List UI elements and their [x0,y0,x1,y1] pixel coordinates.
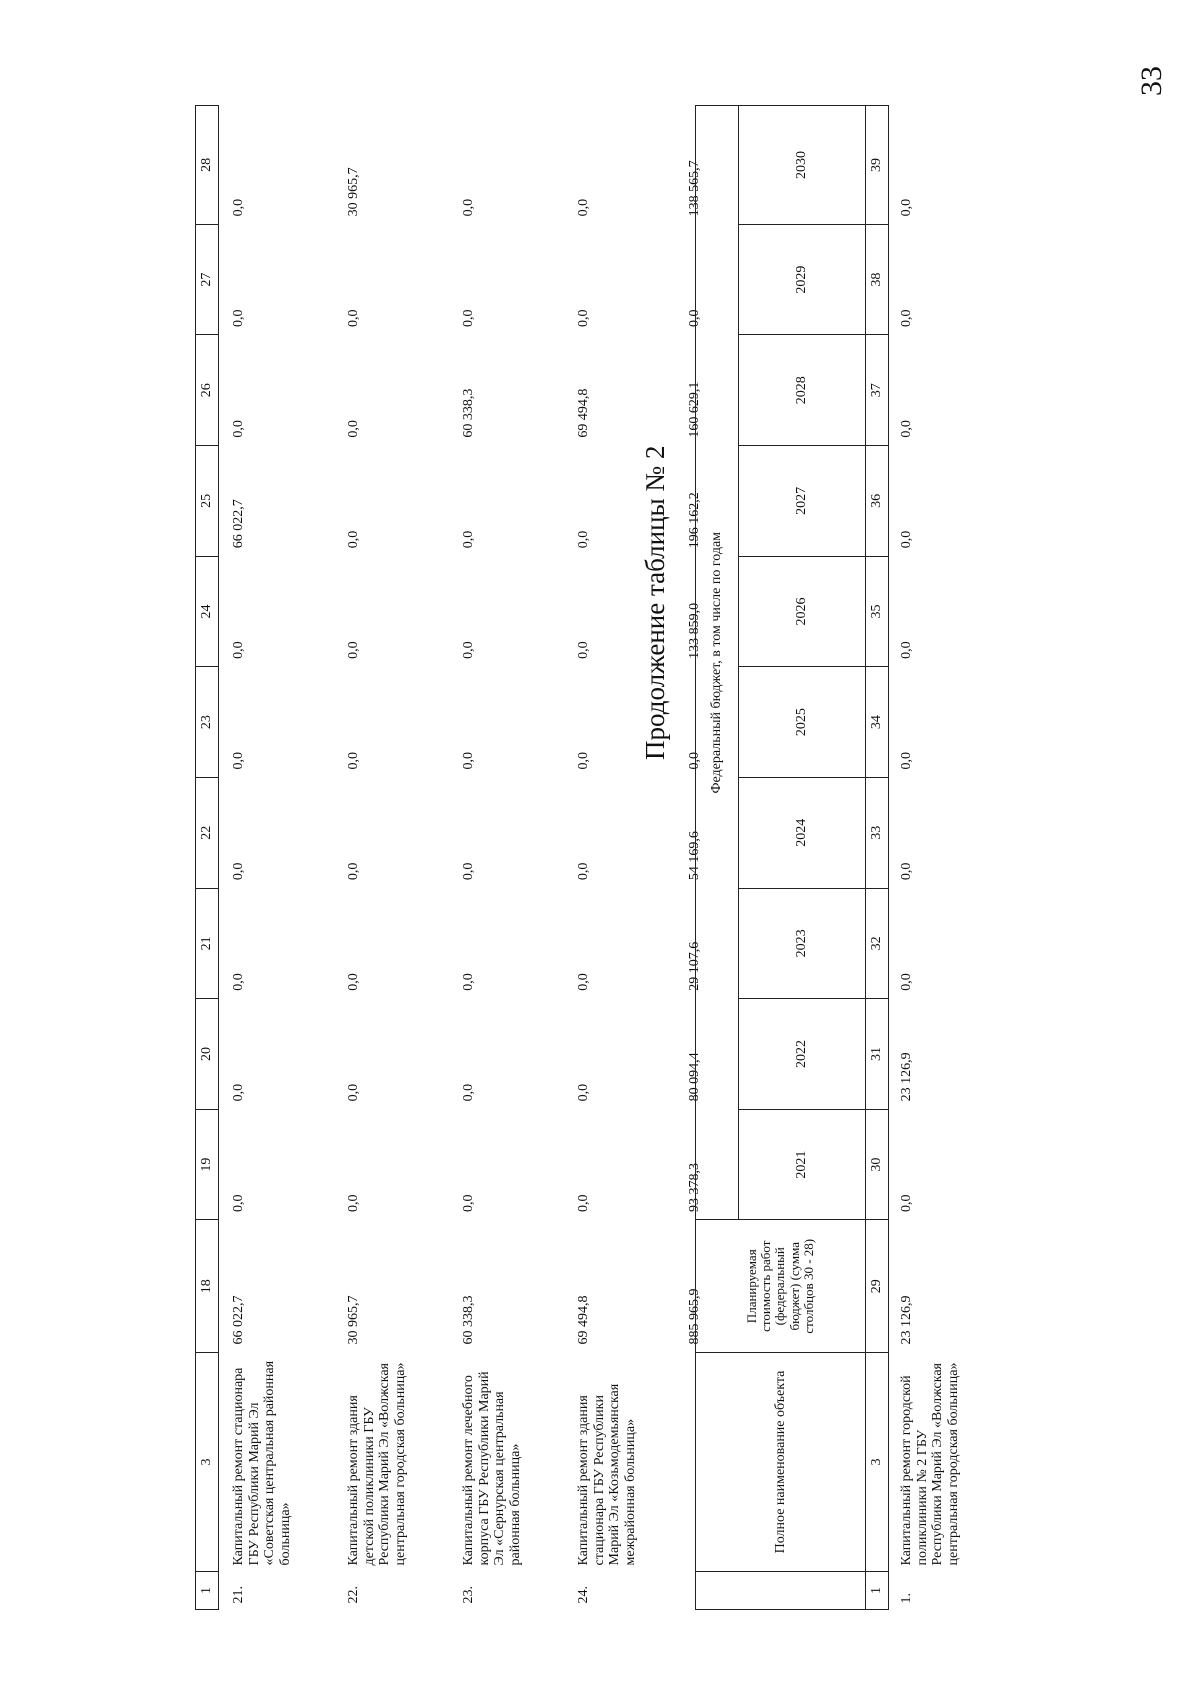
total-value: 160 629,1 [687,381,702,438]
cell-value: 0,0 [346,420,361,438]
total-value: 138 565,7 [687,160,702,217]
total-value: 80 094,4 [687,1052,702,1102]
cell-value: 0,0 [231,751,246,770]
cell-value: 0,0 [899,530,914,549]
cell-value: 0,0 [576,530,591,549]
row-index: 24. [576,1586,591,1604]
header-object-name: Полное наименование объекта [696,1353,866,1572]
cell-value: 0,0 [231,309,246,327]
column-number: 29 [866,1220,889,1353]
cell-value: 0,0 [346,1194,361,1212]
column-number: 1 [196,1571,219,1609]
column-number: 18 [196,1220,219,1353]
cell-value: 0,0 [899,641,914,659]
row-index: 23. [461,1586,476,1604]
budget-table-part2 [695,105,1012,1610]
column-number: 25 [196,446,219,557]
column-number: 38 [866,224,889,335]
cell-value: 60 338,3 [461,388,476,438]
cell-value: 0,0 [461,641,476,659]
column-number: 34 [866,667,889,778]
cell-value: 60 338,3 [461,1295,476,1345]
total-value: 885 965,9 [687,1288,702,1345]
total-value: 196 162,2 [687,492,702,549]
cell-value: 30 965,7 [346,1295,361,1345]
cell-value: 69 494,8 [576,1295,591,1345]
object-name: Капитальный ремонт стационара ГБУ Республики Марий Эл «Советская центральная районная больница» [231,1360,294,1566]
total-value: 133 859,0 [687,602,702,659]
header-year: 2025 [739,667,866,778]
cell-value: 0,0 [899,751,914,770]
cell-value: 0,0 [231,862,246,881]
header-year: 2023 [739,888,866,999]
column-number: 1 [866,1571,889,1609]
column-number: 33 [866,777,889,888]
cell-value: 0,0 [899,973,914,991]
column-number: 32 [866,888,889,999]
object-name: Капитальный ремонт лечебного корпуса ГБУ Республики Марий Эл «Сернурская центральная районная больница» [461,1371,524,1566]
cell-value: 0,0 [576,862,591,881]
cell-value: 0,0 [231,1083,246,1102]
cell-value: 0,0 [899,862,914,881]
column-number: 35 [866,556,889,667]
column-number: 3 [196,1353,219,1572]
header-year: 2028 [739,335,866,446]
header-year: 2029 [739,224,866,335]
cell-value: 0,0 [231,420,246,438]
column-number: 28 [196,106,219,225]
total-value: 54 169,6 [687,831,702,881]
cell-value: 0,0 [576,1083,591,1102]
header-year: 2027 [739,446,866,557]
cell-value: 0,0 [899,309,914,327]
column-number: 20 [196,999,219,1110]
cell-value: 0,0 [461,1194,476,1212]
page-number: 33 [1135,66,1168,96]
cell-value: 0,0 [231,1194,246,1212]
cell-value: 0,0 [461,973,476,991]
cell-value: 0,0 [461,309,476,327]
cell-value: 0,0 [899,1194,914,1212]
header-year: 2030 [739,106,866,225]
object-name: Капитальный ремонт городской поликлиники № 2 ГБУ Республики Марий Эл «Волжская центральная городская больница» [899,1362,962,1566]
column-number: 19 [196,1109,219,1220]
cell-value: 0,0 [461,1083,476,1102]
cell-value: 0,0 [346,530,361,549]
total-value: 0,0 [687,309,702,327]
cell-value: 66 022,7 [231,499,246,549]
cell-value: 0,0 [899,420,914,438]
cell-value: 0,0 [576,1194,591,1212]
column-number: 3 [866,1353,889,1572]
object-name: Капитальный ремонт здания детской поликлиники ГБУ Республики Марий Эл «Волжская центральная городская больница» [346,1362,409,1566]
total-value: 93 378,3 [687,1162,702,1212]
header-year: 2026 [739,556,866,667]
column-number: 23 [196,667,219,778]
cell-value: 23 126,9 [899,1295,914,1345]
column-number: 39 [866,106,889,225]
column-number: 27 [196,224,219,335]
cell-value: 0,0 [576,751,591,770]
row-index: 22. [346,1586,361,1604]
cell-value: 30 965,7 [346,167,361,217]
header-year: 2022 [739,999,866,1110]
table-row [564,106,679,1610]
header-row [696,106,739,1610]
column-number: 24 [196,556,219,667]
header-federal-budget: Федеральный бюджет, в том числе по годам [696,106,739,1220]
column-number: 31 [866,999,889,1110]
column-number: 37 [866,335,889,446]
row-index: 1. [899,1593,914,1604]
cell-value: 69 494,8 [576,388,591,438]
row-index: 21. [231,1586,246,1604]
cell-value: 0,0 [576,309,591,327]
cell-value: 0,0 [231,641,246,659]
budget-table-part1 [195,105,720,1610]
rotated-content [195,105,995,1610]
cell-value: 0,0 [461,862,476,881]
cell-value: 0,0 [346,309,361,327]
cell-value: 66 022,7 [231,1295,246,1345]
cell-value: 0,0 [461,530,476,549]
object-name: Капитальный ремонт здания стационара ГБУ Республики Марий Эл «Козьмодемьянская межрайонная больница» [576,1383,639,1566]
column-number: 22 [196,777,219,888]
header-planned-cost: Планируемая стоимость работ (федеральный бюджет) (сумма столбцов 30 - 28) [696,1220,866,1353]
column-number: 36 [866,446,889,557]
column-number: 26 [196,335,219,446]
column-number: 21 [196,888,219,999]
table-row [449,106,564,1610]
cell-value: 0,0 [461,198,476,217]
cell-value: 0,0 [346,1083,361,1102]
cell-value: 0,0 [346,641,361,659]
cell-value: 0,0 [576,641,591,659]
cell-value: 0,0 [576,973,591,991]
header-year: 2024 [739,777,866,888]
cell-value: 0,0 [346,751,361,770]
cell-value: 23 126,9 [899,1052,914,1102]
header-year: 2021 [739,1109,866,1220]
column-number: 30 [866,1109,889,1220]
table-row [219,106,335,1610]
table-continuation-heading: Продолжение таблицы № 2 [640,445,670,760]
cell-value: 0,0 [346,862,361,881]
column-number-row [866,106,889,1610]
cell-value: 0,0 [346,973,361,991]
cell-value: 0,0 [231,198,246,217]
cell-value: 0,0 [231,973,246,991]
total-value: 29 107,6 [687,941,702,991]
column-number-row [196,106,219,1610]
table-row [889,106,1013,1610]
cell-value: 0,0 [899,198,914,217]
cell-value: 0,0 [576,198,591,217]
total-value: 0,0 [687,751,702,770]
cell-value: 0,0 [461,751,476,770]
table-row [334,106,449,1610]
